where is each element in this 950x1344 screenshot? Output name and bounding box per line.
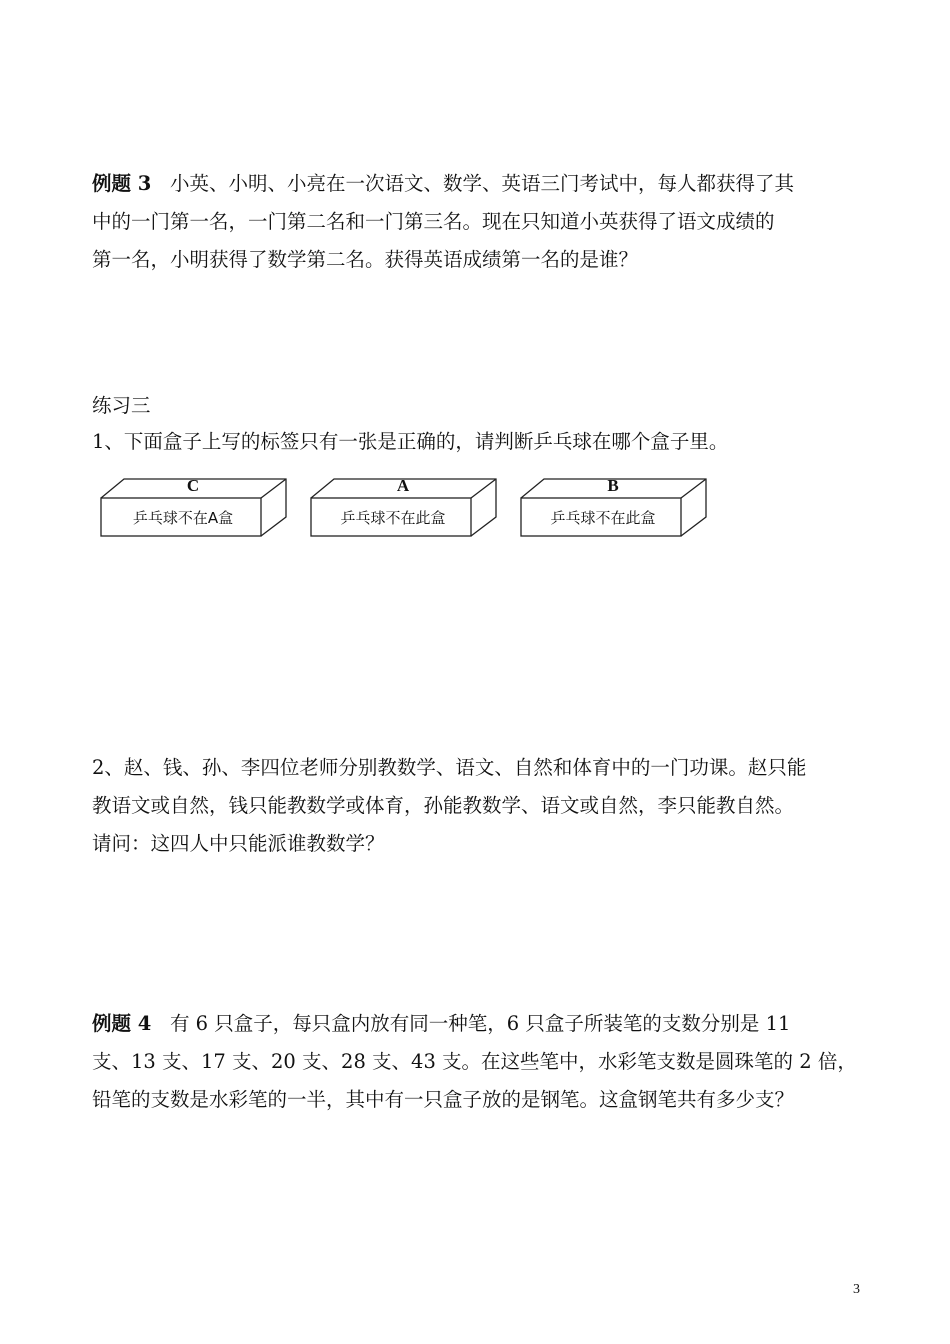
question-2-line-1: 2、赵、钱、孙、李四位老师分别教数学、语文、自然和体育中的一门功课。赵只能 <box>92 756 807 779</box>
box-b-label: 乒乓球不在此盒 <box>550 509 656 527</box>
example-3-text-1: 小英、小明、小亮在一次语文、数学、英语三门考试中，每人都获得了其 <box>169 172 794 195</box>
page-number: 3 <box>853 1282 860 1297</box>
question-2-line-2: 教语文或自然，钱只能教数学或体育，孙能教数学、语文或自然，李只能教自然。 <box>92 794 795 817</box>
box-c-label: 乒乓球不在A盒 <box>132 509 234 527</box>
box-b-letter: B <box>607 476 619 495</box>
box-a-label: 乒乓球不在此盒 <box>340 509 446 527</box>
example-4-line-3: 铅笔的支数是水彩笔的一半，其中有一只盒子放的是钢笔。这盒钢笔共有多少支？ <box>92 1088 795 1111</box>
example-3-line-3: 第一名，小明获得了数学第二名。获得英语成绩第一名的是谁？ <box>92 248 639 271</box>
example-3-line-1 <box>92 168 794 196</box>
box-c-letter: C <box>186 476 200 495</box>
example-4-line-1 <box>92 1008 790 1036</box>
example-4-label: 例题 4 <box>92 1012 152 1035</box>
example-3-line-2: 中的一门第一名，一门第二名和一门第三名。现在只知道小英获得了语文成绩的 <box>92 210 775 233</box>
example-4-text-1: 有 6 只盒子，每只盒内放有同一种笔，6 只盒子所装笔的支数分别是 11 <box>169 1012 791 1035</box>
box-illustration <box>100 476 720 540</box>
question-2-line-3: 请问：这四人中只能派谁教数学？ <box>92 832 385 855</box>
box-a-letter: A <box>396 476 410 495</box>
box-b <box>520 476 708 538</box>
practice-3-question-1: 1、下面盒子上写的标签只有一张是正确的，请判断乒乓球在哪个盒子里。 <box>92 430 729 453</box>
example-4-line-2: 支、13 支、17 支、20 支、28 支、43 支。在这些笔中，水彩笔支数是圆珠笔的 2 倍， <box>92 1050 857 1073</box>
practice-3-title: 练习三 <box>92 394 151 417</box>
box-a <box>310 476 498 538</box>
box-c <box>100 476 288 538</box>
example-3-label: 例题 3 <box>92 172 152 195</box>
